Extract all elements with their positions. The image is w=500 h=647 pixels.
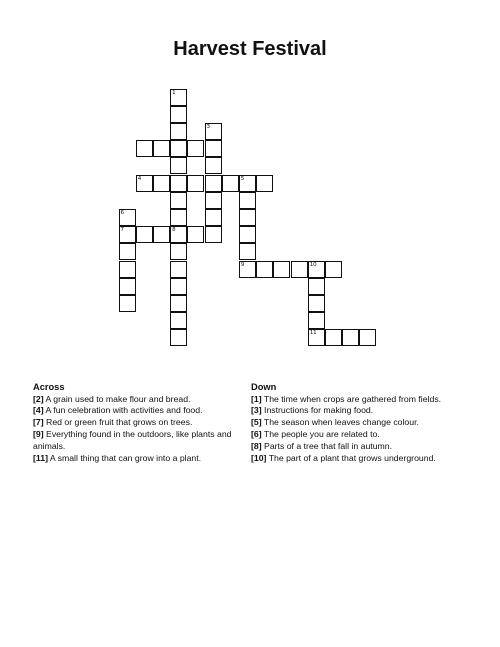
- grid-cell[interactable]: [239, 175, 256, 192]
- clue-text: The season when leaves change colour.: [261, 417, 419, 428]
- clue-text: The people you are related to.: [261, 429, 380, 440]
- clue-number: 7: [120, 227, 124, 234]
- grid-cell[interactable]: [119, 209, 136, 226]
- down-clue: [251, 405, 481, 417]
- grid-cell[interactable]: [308, 261, 325, 278]
- grid-cell[interactable]: [256, 261, 273, 278]
- across-clue: [33, 429, 243, 453]
- clue-text: Red or green fruit that grows on trees.: [43, 417, 193, 428]
- grid-cell[interactable]: [170, 261, 187, 278]
- grid-cell[interactable]: [325, 261, 342, 278]
- grid-cell[interactable]: [239, 243, 256, 260]
- grid-cell[interactable]: [342, 329, 359, 346]
- across-clue: [33, 405, 243, 417]
- grid-cell[interactable]: [291, 261, 308, 278]
- across-clues: [33, 381, 243, 465]
- clue-text: The part of a plant that grows underground.: [266, 453, 436, 464]
- down-clues: [251, 381, 481, 465]
- grid-cell[interactable]: [187, 175, 204, 192]
- grid-cell[interactable]: [170, 123, 187, 140]
- grid-cell[interactable]: [170, 209, 187, 226]
- clue-number: 3: [206, 123, 210, 130]
- across-heading: Across: [33, 382, 65, 392]
- grid-cell[interactable]: [308, 278, 325, 295]
- clue-text: A fun celebration with activities and food.: [43, 405, 203, 416]
- grid-cell[interactable]: [119, 295, 136, 312]
- clue-number: 1: [172, 89, 176, 96]
- grid-cell[interactable]: [170, 278, 187, 295]
- grid-cell[interactable]: [153, 175, 170, 192]
- clue-text: A small thing that can grow into a plant.: [47, 453, 202, 464]
- clue-text: The time when crops are gathered from fields.: [261, 393, 442, 404]
- down-clue: [251, 394, 481, 406]
- grid-cell[interactable]: [170, 157, 187, 174]
- grid-cell[interactable]: [170, 226, 187, 243]
- clue-number: 4: [137, 175, 142, 182]
- clue-number: 10: [309, 261, 317, 268]
- grid-cell[interactable]: [256, 175, 273, 192]
- grid-cell[interactable]: [153, 226, 170, 243]
- clue-ref: [3]: [251, 405, 262, 416]
- across-clue: [33, 394, 243, 406]
- clue-ref: [10]: [251, 453, 267, 464]
- grid-cell[interactable]: [136, 175, 153, 192]
- grid-cell[interactable]: [170, 243, 187, 260]
- grid-cell[interactable]: [308, 312, 325, 329]
- grid-cell[interactable]: [273, 261, 290, 278]
- grid-cell[interactable]: [153, 140, 170, 157]
- grid-cell[interactable]: [136, 140, 153, 157]
- clue-ref: [8]: [251, 441, 262, 452]
- grid-cell[interactable]: [170, 295, 187, 312]
- grid-cell[interactable]: [136, 226, 153, 243]
- grid-cell[interactable]: [205, 226, 222, 243]
- grid-cell[interactable]: [170, 312, 187, 329]
- grid-cell[interactable]: [205, 192, 222, 209]
- clue-text: Instructions for making food.: [261, 405, 374, 416]
- grid-cell[interactable]: [205, 140, 222, 157]
- grid-cell[interactable]: [205, 209, 222, 226]
- grid-cell[interactable]: [239, 192, 256, 209]
- clue-ref: [5]: [251, 417, 262, 428]
- grid-cell[interactable]: [170, 192, 187, 209]
- grid-cell[interactable]: [170, 329, 187, 346]
- clue-ref: [11]: [33, 453, 48, 464]
- grid-cell[interactable]: [205, 157, 222, 174]
- grid-cell[interactable]: [119, 226, 136, 243]
- down-heading: Down: [251, 382, 277, 392]
- clue-ref: [6]: [251, 429, 262, 440]
- across-clue: [33, 417, 243, 429]
- grid-cell[interactable]: [308, 295, 325, 312]
- grid-cell[interactable]: [170, 175, 187, 192]
- grid-cell[interactable]: [187, 140, 204, 157]
- grid-cell[interactable]: [205, 175, 222, 192]
- grid-cell[interactable]: [170, 140, 187, 157]
- grid-cell[interactable]: [187, 226, 204, 243]
- grid-cell[interactable]: [325, 329, 342, 346]
- clue-text: A grain used to make flour and bread.: [43, 393, 191, 404]
- grid-cell[interactable]: [222, 175, 239, 192]
- clue-number: 6: [120, 209, 124, 216]
- clue-number: 5: [240, 175, 245, 182]
- grid-cell[interactable]: [359, 329, 376, 346]
- puzzle-title: Harvest Festival: [173, 38, 327, 60]
- across-clue-list: [33, 394, 243, 465]
- clue-number: 9: [240, 261, 245, 268]
- clue-text: Parts of a tree that fall in autumn.: [261, 441, 393, 452]
- across-clue: [33, 453, 243, 465]
- clue-ref: [2]: [33, 393, 44, 404]
- grid-cell[interactable]: [119, 243, 136, 260]
- grid-cell[interactable]: [239, 261, 256, 278]
- clue-number: 11: [309, 330, 317, 337]
- down-clue: [251, 429, 481, 441]
- grid-cell[interactable]: [170, 89, 187, 106]
- clue-text: Everything found in the outdoors, like plants and animals.: [33, 429, 232, 452]
- grid-cell[interactable]: [205, 123, 222, 140]
- down-clue: [251, 441, 481, 453]
- clue-ref: [4]: [33, 405, 44, 416]
- grid-cell[interactable]: [239, 226, 256, 243]
- clue-number: 8: [172, 227, 176, 234]
- grid-cell[interactable]: [308, 329, 325, 346]
- down-clue: [251, 453, 481, 465]
- down-clue: [251, 417, 481, 429]
- down-clue-list: [251, 394, 481, 465]
- grid-cell[interactable]: [239, 209, 256, 226]
- clue-ref: [7]: [33, 417, 44, 428]
- grid-cell[interactable]: [119, 278, 136, 295]
- clue-ref: [1]: [251, 393, 262, 404]
- clue-ref: [9]: [33, 429, 44, 440]
- grid-cell[interactable]: [170, 106, 187, 123]
- grid-cell[interactable]: [119, 261, 136, 278]
